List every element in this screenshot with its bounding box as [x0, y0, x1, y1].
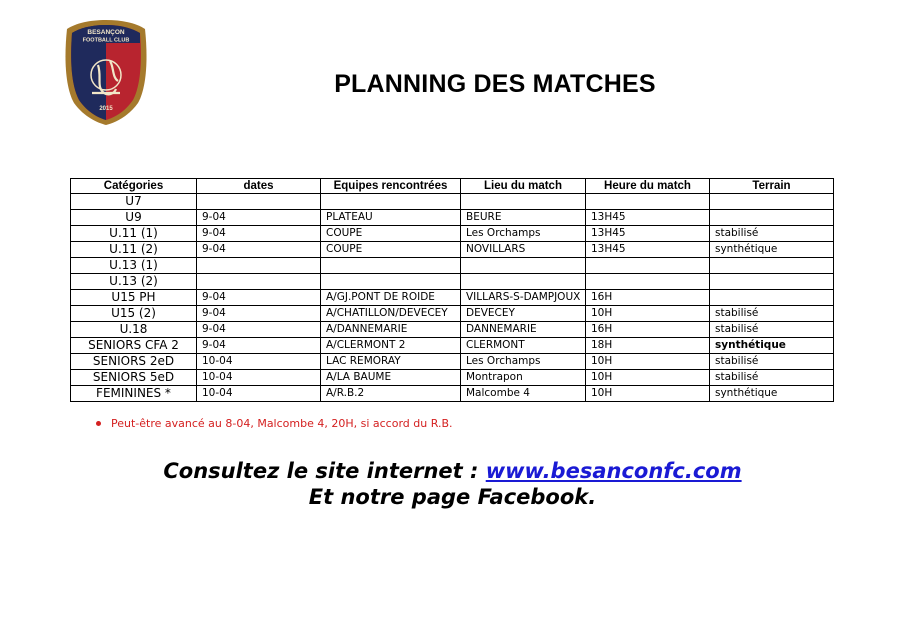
cell-location [461, 274, 586, 290]
cell-location: Montrapon [461, 370, 586, 386]
footnote [96, 417, 453, 430]
cell-date: 9-04 [197, 290, 321, 306]
table-row [71, 242, 834, 258]
cell-field: stabilisé [710, 322, 834, 338]
footnote-text: Peut-être avancé au 8-04, Malcombe 4, 20H, si accord du R.B. [111, 417, 453, 430]
table-row [71, 306, 834, 322]
cell-field: synthétique [710, 386, 834, 402]
header-field: Terrain [710, 179, 834, 194]
cell-field [710, 274, 834, 290]
table-row [71, 210, 834, 226]
cell-teams [321, 274, 461, 290]
cell-time: 16H [586, 290, 710, 306]
header-dates: dates [197, 179, 321, 194]
cell-field: synthétique [710, 338, 834, 354]
table-row [71, 194, 834, 210]
cell-category: SENIORS CFA 2 [71, 338, 197, 354]
cell-category: U15 (2) [71, 306, 197, 322]
cell-date: 9-04 [197, 242, 321, 258]
cell-time: 13H45 [586, 210, 710, 226]
page-title: PLANNING DES MATCHES [334, 70, 656, 98]
cell-time: 10H [586, 370, 710, 386]
cell-location: BEURE [461, 210, 586, 226]
table-row [71, 370, 834, 386]
cell-teams: LAC REMORAY [321, 354, 461, 370]
cell-category: U.18 [71, 322, 197, 338]
cell-date [197, 194, 321, 210]
cell-field: stabilisé [710, 354, 834, 370]
cell-category: U.13 (1) [71, 258, 197, 274]
callout-line1 [100, 458, 805, 484]
cell-date: 9-04 [197, 226, 321, 242]
cell-category: SENIORS 2eD [71, 354, 197, 370]
cell-field: stabilisé [710, 306, 834, 322]
cell-date: 10-04 [197, 354, 321, 370]
cell-field [710, 194, 834, 210]
cell-teams: PLATEAU [321, 210, 461, 226]
crest-text-line1: BESANÇON [87, 29, 125, 36]
website-callout [100, 458, 805, 510]
header-teams: Equipes rencontrées [321, 179, 461, 194]
cell-category: U.11 (2) [71, 242, 197, 258]
cell-time: 16H [586, 322, 710, 338]
cell-field [710, 290, 834, 306]
cell-teams: A/LA BAUME [321, 370, 461, 386]
match-schedule-table [70, 178, 834, 402]
cell-location: DANNEMARIE [461, 322, 586, 338]
crest-year: 2015 [99, 106, 113, 112]
cell-date: 10-04 [197, 386, 321, 402]
cell-time: 13H45 [586, 242, 710, 258]
cell-category: U9 [71, 210, 197, 226]
cell-time [586, 274, 710, 290]
cell-location: DEVECEY [461, 306, 586, 322]
website-link[interactable]: www.besanconfc.com [485, 459, 742, 483]
cell-field [710, 258, 834, 274]
cell-teams [321, 258, 461, 274]
cell-location: Les Orchamps [461, 354, 586, 370]
cell-time: 10H [586, 306, 710, 322]
header-location: Lieu du match [461, 179, 586, 194]
cell-location [461, 258, 586, 274]
cell-date: 9-04 [197, 210, 321, 226]
table-row [71, 386, 834, 402]
table-row [71, 290, 834, 306]
club-crest-logo [62, 17, 150, 127]
cell-time: 10H [586, 386, 710, 402]
cell-category: FEMININES * [71, 386, 197, 402]
cell-teams: A/CLERMONT 2 [321, 338, 461, 354]
cell-time: 13H45 [586, 226, 710, 242]
cell-field: stabilisé [710, 226, 834, 242]
callout-line2: Et notre page Facebook. [308, 485, 597, 509]
cell-teams: A/R.B.2 [321, 386, 461, 402]
cell-location [461, 194, 586, 210]
cell-date: 10-04 [197, 370, 321, 386]
cell-category: U15 PH [71, 290, 197, 306]
cell-field: stabilisé [710, 370, 834, 386]
cell-time [586, 258, 710, 274]
cell-category: U7 [71, 194, 197, 210]
cell-teams [321, 194, 461, 210]
cell-date: 9-04 [197, 322, 321, 338]
cell-field: synthétique [710, 242, 834, 258]
cell-category: U.11 (1) [71, 226, 197, 242]
cell-teams: COUPE [321, 242, 461, 258]
cell-date: 9-04 [197, 306, 321, 322]
header-categories: Catégories [71, 179, 197, 194]
header-time: Heure du match [586, 179, 710, 194]
cell-time: 10H [586, 354, 710, 370]
table-row [71, 274, 834, 290]
table-row [71, 322, 834, 338]
cell-location: VILLARS-S-DAMPJOUX [461, 290, 586, 306]
cell-teams: COUPE [321, 226, 461, 242]
table-header-row [71, 179, 834, 194]
cell-teams: A/CHATILLON/DEVECEY [321, 306, 461, 322]
table-row [71, 338, 834, 354]
cell-date: 9-04 [197, 338, 321, 354]
table-row [71, 226, 834, 242]
cell-field [710, 210, 834, 226]
cell-teams: A/DANNEMARIE [321, 322, 461, 338]
table-row [71, 258, 834, 274]
callout-prefix: Consultez le site internet : [163, 459, 486, 483]
cell-location: Les Orchamps [461, 226, 586, 242]
cell-time [586, 194, 710, 210]
cell-location: CLERMONT [461, 338, 586, 354]
cell-teams: A/GJ.PONT DE ROIDE [321, 290, 461, 306]
cell-location: NOVILLARS [461, 242, 586, 258]
cell-location: Malcombe 4 [461, 386, 586, 402]
cell-time: 18H [586, 338, 710, 354]
cell-date [197, 258, 321, 274]
cell-date [197, 274, 321, 290]
cell-category: SENIORS 5eD [71, 370, 197, 386]
bullet-icon [96, 421, 101, 426]
crest-text-line2: FOOTBALL CLUB [82, 37, 130, 44]
table-row [71, 354, 834, 370]
cell-category: U.13 (2) [71, 274, 197, 290]
